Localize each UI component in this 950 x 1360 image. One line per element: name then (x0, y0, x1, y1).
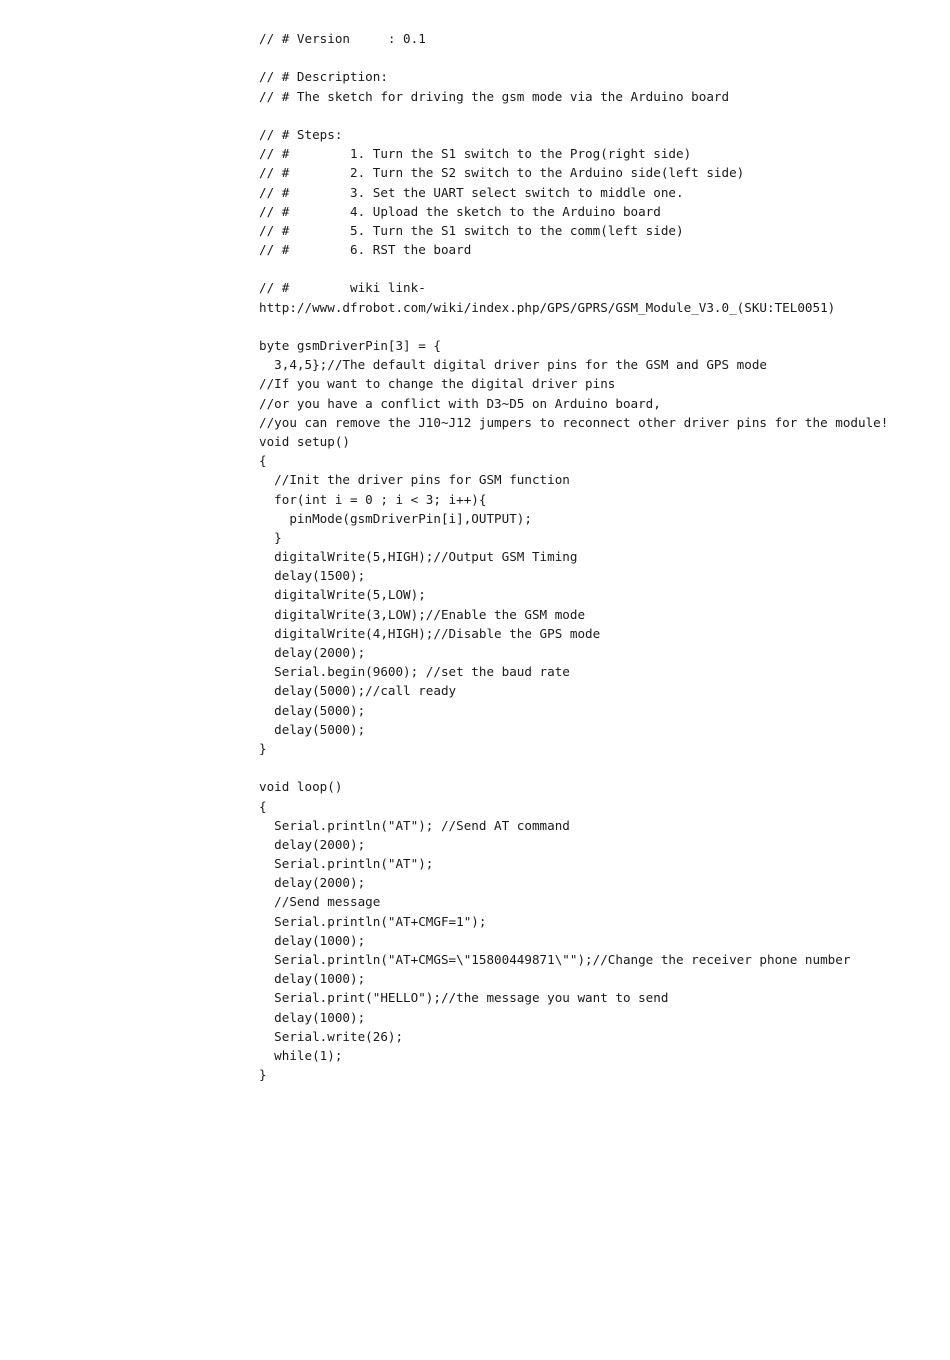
code-line (259, 317, 939, 336)
code-line: Serial.println("AT"); (259, 856, 434, 872)
code-line: void loop() (259, 779, 343, 795)
code-line (259, 48, 939, 67)
code-line: // # Description: (259, 69, 388, 85)
code-line: // # wiki link- (259, 280, 426, 296)
code-line: delay(2000); (259, 836, 366, 852)
code-line: Serial.println("AT+CMGF=1"); (259, 913, 487, 929)
code-line: //or you have a conflict with D3~D5 on Arduino board, (259, 395, 661, 411)
code-line: Serial.begin(9600); //set the baud rate (259, 664, 570, 680)
code-line: // # 1. Turn the S1 switch to the Prog(right side) (259, 146, 692, 162)
code-line: delay(5000); (259, 702, 366, 718)
code-line: digitalWrite(5,LOW); (259, 587, 426, 603)
code-line: //Send message (259, 894, 381, 910)
code-line: http://www.dfrobot.com/wiki/index.php/GPS/GPRS/GSM_Module_V3.0_(SKU:TEL0051) (259, 299, 836, 315)
code-line: // # 3. Set the UART select switch to middle one. (259, 184, 684, 200)
code-line: Serial.print("HELLO");//the message you want to send (259, 990, 669, 1006)
code-line: while(1); (259, 1047, 343, 1063)
code-line: delay(5000); (259, 721, 366, 737)
code-line: //Init the driver pins for GSM function (259, 472, 570, 488)
code-line: // # The sketch for driving the gsm mode via the Arduino board (259, 88, 730, 104)
code-line: byte gsmDriverPin[3] = { (259, 338, 441, 353)
code-line: digitalWrite(5,HIGH);//Output GSM Timing (259, 549, 578, 565)
code-line: } (259, 740, 267, 756)
code-line: digitalWrite(3,LOW);//Enable the GSM mode (259, 606, 586, 622)
code-line: delay(1500); (259, 568, 366, 584)
code-line: for(int i = 0 ; i < 3; i++){ (259, 491, 487, 507)
code-line: // # Version : 0.1 (259, 31, 426, 46)
code-line: { (259, 798, 267, 814)
code-line: // # 4. Upload the sketch to the Arduino board (259, 203, 661, 219)
code-line: // # Steps: (259, 126, 343, 142)
code-line: delay(1000); (259, 932, 366, 948)
code-line (259, 758, 939, 777)
code-listing (259, 29, 939, 1084)
code-line: // # 5. Turn the S1 switch to the comm(left side) (259, 222, 684, 238)
code-line (259, 259, 939, 278)
code-line: Serial.write(26); (259, 1028, 404, 1044)
code-line: //If you want to change the digital driver pins (259, 376, 616, 392)
code-line: delay(1000); (259, 1009, 366, 1025)
code-line: } (259, 1067, 267, 1083)
code-line: delay(5000);//call ready (259, 683, 457, 699)
code-line: void setup() (259, 433, 350, 449)
code-line: // # 2. Turn the S2 switch to the Arduino side(left side) (259, 165, 745, 181)
code-line: { (259, 453, 267, 469)
code-line: delay(2000); (259, 875, 366, 891)
code-line: 3,4,5};//The default digital driver pins for the GSM and GPS mode (259, 357, 767, 373)
code-line: pinMode(gsmDriverPin[i],OUTPUT); (259, 510, 532, 526)
code-line: Serial.println("AT"); //Send AT command (259, 817, 570, 833)
code-line (259, 106, 939, 125)
code-line: Serial.println("AT+CMGS=\"15800449871\"");//Change the receiver phone number (259, 952, 851, 967)
code-line: } (259, 529, 282, 545)
code-line: delay(2000); (259, 645, 366, 660)
code-line: delay(1000); (259, 971, 366, 987)
code-line: digitalWrite(4,HIGH);//Disable the GPS mode (259, 625, 601, 641)
code-line: //you can remove the J10~J12 jumpers to reconnect other driver pins for the module! (259, 414, 889, 430)
code-line: // # 6. RST the board (259, 242, 472, 258)
